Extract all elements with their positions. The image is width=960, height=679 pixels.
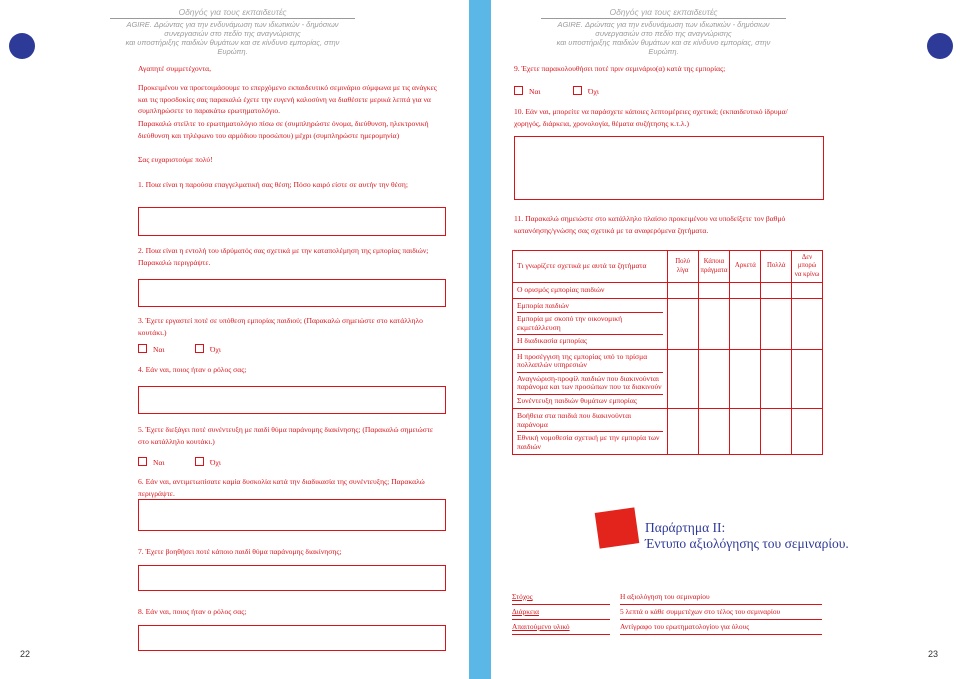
page-header: [541, 8, 786, 56]
rating-cell[interactable]: [792, 283, 823, 299]
answer-box-1[interactable]: [138, 207, 446, 236]
rating-cell[interactable]: [667, 298, 698, 349]
checkbox[interactable]: [195, 457, 204, 466]
rating-cell[interactable]: [761, 349, 792, 409]
table-row-label: Η προσέγγιση της εμπορίας υπό το πρίσμα πολλαπλών υπηρεσιών Αναγνώριση-προφίλ παιδιών που διακινούνται παράνομα και των προσώπων που τα διακινούν Συνέντευξη παιδιών θυμάτων εμπορίας: [513, 349, 668, 409]
q9-yes-label: Ναι: [529, 87, 541, 96]
rating-cell[interactable]: [730, 283, 761, 299]
question-7: 7. Έχετε βοηθήσει ποτέ κάποιο παιδί θύμα παράνομης διακίνησης;: [138, 547, 342, 556]
table-header-col: Πολύ λίγα: [667, 251, 698, 283]
info-key: Διάρκεια: [512, 605, 610, 620]
appendix-line-1: Παράρτημα ΙΙ:: [645, 520, 726, 535]
q5-no-label: Όχι: [210, 458, 221, 467]
question-11: 11. Παρακαλώ σημειώστε στο κατάλληλο πλαίσιο προκειμένου να υποδείξετε τον βαθμό κατανόησης/γνώσης σας σχετικά με τα αναφερόμενα ζητήματα.: [514, 214, 786, 235]
page-header: [110, 8, 355, 56]
page-marker-dot: [9, 33, 35, 59]
q5-yes-label: Ναι: [153, 458, 165, 467]
answer-box-8[interactable]: [138, 625, 446, 651]
q9-yes-option[interactable]: [514, 86, 541, 97]
checkbox[interactable]: [514, 86, 523, 95]
q3-no-label: Όχι: [210, 345, 221, 354]
table-row-label: Βοήθεια στα παιδιά που διακινούνται παράνομα Εθνική νομοθεσία σχετική με την εμπορία των παιδιών: [513, 409, 668, 455]
table-header-main: Τι γνωρίζετε σχετικά με αυτά τα ζητήματα: [513, 251, 668, 283]
rating-cell[interactable]: [792, 298, 823, 349]
table-header-col: Κάποια πράγματα: [698, 251, 730, 283]
rating-cell[interactable]: [667, 283, 698, 299]
q3-yes-label: Ναι: [153, 345, 165, 354]
q5-yes-option[interactable]: [138, 457, 165, 468]
checkbox[interactable]: [138, 344, 147, 353]
checkbox[interactable]: [138, 457, 147, 466]
table-header-col: Δεν μπορώ να κρίνω: [792, 251, 823, 283]
table-row-label: Εμπορία παιδιών Εμπορία με σκοπό την οικονομική εκμετάλλευση Η διαδικασία εμπορίας: [513, 298, 668, 349]
answer-box-4[interactable]: [138, 386, 446, 414]
answer-box-6[interactable]: [138, 499, 446, 531]
checkbox[interactable]: [195, 344, 204, 353]
intro-paragraph-2: Παρακαλώ στείλτε το ερωτηματολόγιο πίσω σε (συμπληρώστε όνομα, διεύθυνση, ηλεκτρονική διεύθυνση και τηλέφωνο του αρμόδιου προσώπου) μέχρι (συμπληρώστε ημερομηνία): [138, 119, 429, 140]
table-header-col: Πολλά: [761, 251, 792, 283]
greeting: Αγαπητέ συμμετέχοντα,: [138, 64, 212, 73]
rating-cell[interactable]: [761, 283, 792, 299]
info-key: Απαιτούμενο υλικό: [512, 620, 610, 635]
rating-cell[interactable]: [667, 409, 698, 455]
table-row-label: Ο ορισμός εμπορίας παιδιών: [513, 283, 668, 299]
q9-no-label: Όχι: [588, 87, 599, 96]
info-value: 5 λεπτά ο κάθε συμμετέχων στο τέλος του σεμιναρίου: [620, 605, 822, 620]
header-title: Οδηγός για τους εκπαιδευτές: [178, 7, 287, 17]
question-1: 1. Ποια είναι η παρούσα επαγγελματική σας θέση; Πόσο καιρό είστε σε αυτήν την θέση;: [138, 180, 408, 189]
question-5: 5. Έχετε διεξάγει ποτέ συνέντευξη με παιδί θύμα παράνομης διακίνησης; (Παρακαλώ σημειώστε στο κατάλληλο κουτάκι.): [138, 425, 434, 446]
rating-cell[interactable]: [698, 283, 730, 299]
rating-cell[interactable]: [698, 349, 730, 409]
q3-no-option[interactable]: [195, 344, 221, 355]
q3-yes-option[interactable]: [138, 344, 165, 355]
info-value: Η αξιολόγηση του σεμιναρίου: [620, 590, 822, 605]
answer-box-10[interactable]: [514, 136, 824, 200]
page-number-right: 23: [928, 649, 939, 659]
rating-cell[interactable]: [698, 409, 730, 455]
knowledge-table: [512, 250, 823, 455]
answer-box-2[interactable]: [138, 279, 446, 307]
evaluation-info-table: [512, 590, 822, 635]
rating-cell[interactable]: [792, 349, 823, 409]
question-8: 8. Εάν ναι, ποιος ήταν ο ρόλος σας;: [138, 607, 247, 616]
rating-cell[interactable]: [761, 298, 792, 349]
question-4: 4. Εάν ναι, ποιος ήταν ο ρόλος σας;: [138, 365, 247, 374]
page-number-left: 22: [20, 649, 31, 659]
question-10: 10. Εάν ναι, μπορείτε να παράσχετε κάποιες λεπτομέρειες σχετικά; (εκπαιδευτικό ίδρυμα/χορηγός, διάρκεια, χρονολογία, θέματα συζήτησης κ.τ.λ.): [514, 107, 788, 128]
thanks-text: Σας ευχαριστούμε πολύ!: [138, 155, 213, 164]
header-line1: AGIRE. Δρώντας για την ενδυνάμωση των ιδιωτικών - δημόσιων συνεργασιών στο πεδίο της αναγνώρισης: [557, 20, 770, 38]
question-9: 9. Έχετε παρακολουθήσει ποτέ πριν σεμινάριο(α) κατά της εμπορίας;: [514, 64, 726, 73]
info-value: Αντίγραφο του ερωτηματολογίου για όλους: [620, 620, 822, 635]
answer-box-7[interactable]: [138, 565, 446, 591]
q9-no-option[interactable]: [573, 86, 599, 97]
rating-cell[interactable]: [698, 298, 730, 349]
question-6: 6. Εάν ναι, αντιμετωπίσατε καμία δυσκολία κατά την διαδικασία της συνέντευξης; Παρακαλώ περιγράψτε.: [138, 477, 425, 498]
header-line1: AGIRE. Δρώντας για την ενδυνάμωση των ιδιωτικών - δημόσιων συνεργασιών στο πεδίο της αναγνώρισης: [126, 20, 339, 38]
rating-cell[interactable]: [730, 349, 761, 409]
q5-no-option[interactable]: [195, 457, 221, 468]
rating-cell[interactable]: [730, 409, 761, 455]
info-key: Στόχος: [512, 590, 610, 605]
rating-cell[interactable]: [730, 298, 761, 349]
rating-cell[interactable]: [792, 409, 823, 455]
checkbox[interactable]: [573, 86, 582, 95]
header-title: Οδηγός για τους εκπαιδευτές: [609, 7, 718, 17]
appendix-red-square: [595, 507, 640, 548]
appendix-title: [645, 520, 849, 552]
appendix-line-2: Έντυπο αξιολόγησης του σεμιναρίου.: [645, 536, 849, 551]
question-3: 3. Έχετε εργαστεί ποτέ σε υπόθεση εμπορίας παιδιού; (Παρακαλώ σημειώστε στο κατάλληλο κουτάκι.): [138, 316, 423, 337]
header-line2: και υποστήριξης παιδιών θυμάτων και σε κίνδυνο εμπορίας, στην Ευρώπη.: [125, 38, 340, 56]
rating-cell[interactable]: [667, 349, 698, 409]
left-page: [0, 0, 469, 679]
rating-cell[interactable]: [761, 409, 792, 455]
page-marker-dot: [927, 33, 953, 59]
table-header-col: Αρκετά: [730, 251, 761, 283]
intro-paragraph-1: Προκειμένου να προετοιμάσουμε το επερχόμενο εκπαιδευτικό σεμινάριο σύμφωνα με τις ανάγκες και τις προσδοκίες σας παρακαλώ έχετε την ευγενή καλοσύνη να διαθέσετε μερικά λεπτά για να συμπληρώσετε το παρακάτω ερωτηματολόγιο.: [138, 83, 437, 115]
question-2: 2. Ποια είναι η εντολή του ιδρύματός σας σχετικά με την καταπολέμηση της εμπορίας παιδιών; Παρακαλώ περιγράψτε.: [138, 246, 429, 267]
header-line2: και υποστήριξης παιδιών θυμάτων και σε κίνδυνο εμπορίας, στην Ευρώπη.: [556, 38, 771, 56]
